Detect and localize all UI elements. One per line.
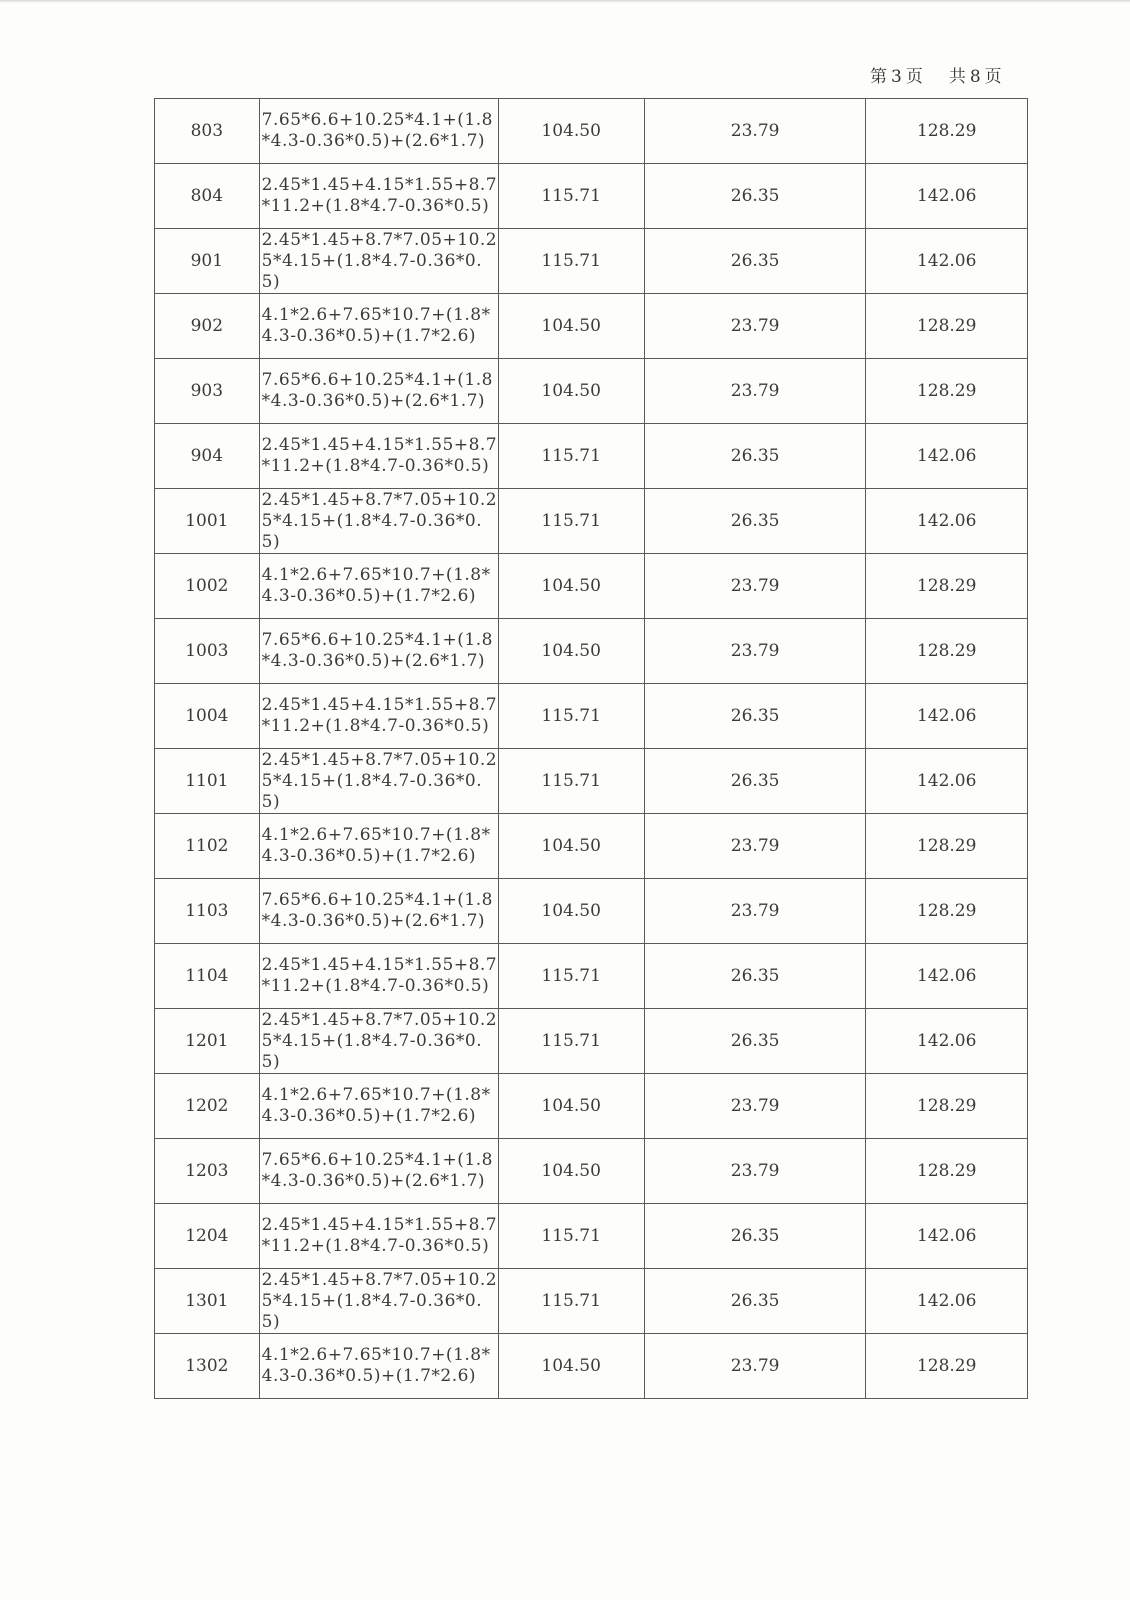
area-value-b: 26.35 bbox=[644, 229, 866, 294]
room-number: 1002 bbox=[155, 554, 260, 619]
area-value-a: 104.50 bbox=[498, 619, 644, 684]
room-number: 1104 bbox=[155, 944, 260, 1009]
area-total: 128.29 bbox=[866, 1139, 1028, 1204]
area-value-b: 26.35 bbox=[644, 1269, 866, 1334]
area-value-a: 115.71 bbox=[498, 684, 644, 749]
page-unit: 页 bbox=[905, 67, 923, 87]
area-value-b: 23.79 bbox=[644, 1334, 866, 1399]
room-number: 1001 bbox=[155, 489, 260, 554]
table-row bbox=[155, 229, 1028, 294]
room-number: 803 bbox=[155, 99, 260, 164]
table-row bbox=[155, 944, 1028, 1009]
area-formula: 4.1*2.6+7.65*10.7+(1.8*4.3-0.36*0.5)+(1.7*2.6) bbox=[259, 294, 498, 359]
room-number: 903 bbox=[155, 359, 260, 424]
table-body bbox=[155, 99, 1028, 1399]
area-total: 142.06 bbox=[866, 1204, 1028, 1269]
area-formula: 2.45*1.45+4.15*1.55+8.7*11.2+(1.8*4.7-0.36*0.5) bbox=[259, 424, 498, 489]
area-value-a: 104.50 bbox=[498, 294, 644, 359]
room-number: 1201 bbox=[155, 1009, 260, 1074]
page-current: 3 bbox=[891, 67, 902, 87]
room-number: 1004 bbox=[155, 684, 260, 749]
area-value-a: 115.71 bbox=[498, 229, 644, 294]
page-number bbox=[870, 62, 1030, 87]
area-value-b: 26.35 bbox=[644, 424, 866, 489]
page-total: 8 bbox=[969, 67, 981, 87]
area-total: 142.06 bbox=[866, 1269, 1028, 1334]
area-total: 142.06 bbox=[866, 749, 1028, 814]
area-total: 128.29 bbox=[866, 554, 1028, 619]
area-value-a: 104.50 bbox=[498, 359, 644, 424]
room-number: 1203 bbox=[155, 1139, 260, 1204]
room-number: 902 bbox=[155, 294, 260, 359]
area-formula: 7.65*6.6+10.25*4.1+(1.8*4.3-0.36*0.5)+(2.6*1.7) bbox=[259, 1139, 498, 1204]
table-row bbox=[155, 879, 1028, 944]
table-row bbox=[155, 1334, 1028, 1399]
area-formula: 7.65*6.6+10.25*4.1+(1.8*4.3-0.36*0.5)+(2.6*1.7) bbox=[259, 359, 498, 424]
area-value-b: 26.35 bbox=[644, 1009, 866, 1074]
area-value-b: 26.35 bbox=[644, 749, 866, 814]
room-number: 1302 bbox=[155, 1334, 260, 1399]
room-number: 1102 bbox=[155, 814, 260, 879]
area-formula: 2.45*1.45+4.15*1.55+8.7*11.2+(1.8*4.7-0.36*0.5) bbox=[259, 164, 498, 229]
table-row bbox=[155, 619, 1028, 684]
area-value-b: 23.79 bbox=[644, 814, 866, 879]
table-row bbox=[155, 1009, 1028, 1074]
area-value-a: 104.50 bbox=[498, 1334, 644, 1399]
room-number: 901 bbox=[155, 229, 260, 294]
table-row bbox=[155, 164, 1028, 229]
area-value-a: 104.50 bbox=[498, 1074, 644, 1139]
area-total: 142.06 bbox=[866, 944, 1028, 1009]
area-total: 128.29 bbox=[866, 1334, 1028, 1399]
room-number: 904 bbox=[155, 424, 260, 489]
table-row bbox=[155, 359, 1028, 424]
table-row bbox=[155, 1204, 1028, 1269]
room-number: 1101 bbox=[155, 749, 260, 814]
area-value-b: 23.79 bbox=[644, 294, 866, 359]
room-number: 1202 bbox=[155, 1074, 260, 1139]
area-value-a: 115.71 bbox=[498, 1009, 644, 1074]
room-number: 1301 bbox=[155, 1269, 260, 1334]
area-value-a: 115.71 bbox=[498, 489, 644, 554]
area-total: 128.29 bbox=[866, 879, 1028, 944]
area-value-a: 104.50 bbox=[498, 554, 644, 619]
area-total: 142.06 bbox=[866, 489, 1028, 554]
area-value-b: 23.79 bbox=[644, 99, 866, 164]
area-value-a: 115.71 bbox=[498, 424, 644, 489]
area-value-b: 23.79 bbox=[644, 1074, 866, 1139]
area-value-b: 23.79 bbox=[644, 554, 866, 619]
area-formula: 2.45*1.45+8.7*7.05+10.25*4.15+(1.8*4.7-0.36*0.5) bbox=[259, 489, 498, 554]
area-value-a: 104.50 bbox=[498, 814, 644, 879]
room-number: 1003 bbox=[155, 619, 260, 684]
area-value-b: 23.79 bbox=[644, 619, 866, 684]
area-value-a: 115.71 bbox=[498, 164, 644, 229]
area-total: 128.29 bbox=[866, 814, 1028, 879]
area-formula: 7.65*6.6+10.25*4.1+(1.8*4.3-0.36*0.5)+(2.6*1.7) bbox=[259, 99, 498, 164]
area-value-a: 104.50 bbox=[498, 1139, 644, 1204]
area-value-a: 115.71 bbox=[498, 944, 644, 1009]
area-value-b: 23.79 bbox=[644, 879, 866, 944]
area-formula: 4.1*2.6+7.65*10.7+(1.8*4.3-0.36*0.5)+(1.7*2.6) bbox=[259, 554, 498, 619]
area-formula: 4.1*2.6+7.65*10.7+(1.8*4.3-0.36*0.5)+(1.7*2.6) bbox=[259, 1074, 498, 1139]
table-row bbox=[155, 684, 1028, 749]
area-formula: 4.1*2.6+7.65*10.7+(1.8*4.3-0.36*0.5)+(1.7*2.6) bbox=[259, 814, 498, 879]
area-value-a: 104.50 bbox=[498, 879, 644, 944]
room-number: 1204 bbox=[155, 1204, 260, 1269]
area-total: 128.29 bbox=[866, 294, 1028, 359]
area-total: 142.06 bbox=[866, 424, 1028, 489]
room-number: 804 bbox=[155, 164, 260, 229]
table-row bbox=[155, 99, 1028, 164]
total-unit: 页 bbox=[984, 67, 1002, 87]
area-total: 142.06 bbox=[866, 1009, 1028, 1074]
area-total: 128.29 bbox=[866, 99, 1028, 164]
table-row bbox=[155, 1139, 1028, 1204]
unit-area-table bbox=[154, 98, 1028, 1399]
area-value-b: 26.35 bbox=[644, 944, 866, 1009]
area-value-b: 23.79 bbox=[644, 359, 866, 424]
area-value-a: 115.71 bbox=[498, 749, 644, 814]
area-formula: 2.45*1.45+8.7*7.05+10.25*4.15+(1.8*4.7-0.36*0.5) bbox=[259, 749, 498, 814]
table-row bbox=[155, 1074, 1028, 1139]
table-row bbox=[155, 749, 1028, 814]
room-number: 1103 bbox=[155, 879, 260, 944]
area-formula: 7.65*6.6+10.25*4.1+(1.8*4.3-0.36*0.5)+(2.6*1.7) bbox=[259, 619, 498, 684]
area-formula: 2.45*1.45+4.15*1.55+8.7*11.2+(1.8*4.7-0.36*0.5) bbox=[259, 1204, 498, 1269]
area-total: 142.06 bbox=[866, 229, 1028, 294]
area-formula: 2.45*1.45+4.15*1.55+8.7*11.2+(1.8*4.7-0.36*0.5) bbox=[259, 944, 498, 1009]
area-formula: 2.45*1.45+4.15*1.55+8.7*11.2+(1.8*4.7-0.36*0.5) bbox=[259, 684, 498, 749]
table-row bbox=[155, 489, 1028, 554]
table-row bbox=[155, 294, 1028, 359]
area-value-b: 23.79 bbox=[644, 1139, 866, 1204]
area-formula: 4.1*2.6+7.65*10.7+(1.8*4.3-0.36*0.5)+(1.7*2.6) bbox=[259, 1334, 498, 1399]
table-row bbox=[155, 814, 1028, 879]
area-total: 142.06 bbox=[866, 684, 1028, 749]
area-value-b: 26.35 bbox=[644, 489, 866, 554]
area-value-b: 26.35 bbox=[644, 164, 866, 229]
scan-edge bbox=[0, 0, 1130, 3]
page-prefix: 第 bbox=[870, 67, 887, 87]
area-total: 128.29 bbox=[866, 1074, 1028, 1139]
area-formula: 7.65*6.6+10.25*4.1+(1.8*4.3-0.36*0.5)+(2.6*1.7) bbox=[259, 879, 498, 944]
table-row bbox=[155, 424, 1028, 489]
table-row bbox=[155, 1269, 1028, 1334]
area-value-b: 26.35 bbox=[644, 684, 866, 749]
area-value-a: 104.50 bbox=[498, 99, 644, 164]
total-prefix: 共 bbox=[948, 67, 966, 87]
area-formula: 2.45*1.45+8.7*7.05+10.25*4.15+(1.8*4.7-0.36*0.5) bbox=[259, 229, 498, 294]
table-row bbox=[155, 554, 1028, 619]
area-total: 128.29 bbox=[866, 619, 1028, 684]
area-total: 128.29 bbox=[866, 359, 1028, 424]
area-formula: 2.45*1.45+8.7*7.05+10.25*4.15+(1.8*4.7-0.36*0.5) bbox=[259, 1269, 498, 1334]
area-value-a: 115.71 bbox=[498, 1269, 644, 1334]
area-value-a: 115.71 bbox=[498, 1204, 644, 1269]
area-formula: 2.45*1.45+8.7*7.05+10.25*4.15+(1.8*4.7-0.36*0.5) bbox=[259, 1009, 498, 1074]
area-value-b: 26.35 bbox=[644, 1204, 866, 1269]
area-total: 142.06 bbox=[866, 164, 1028, 229]
